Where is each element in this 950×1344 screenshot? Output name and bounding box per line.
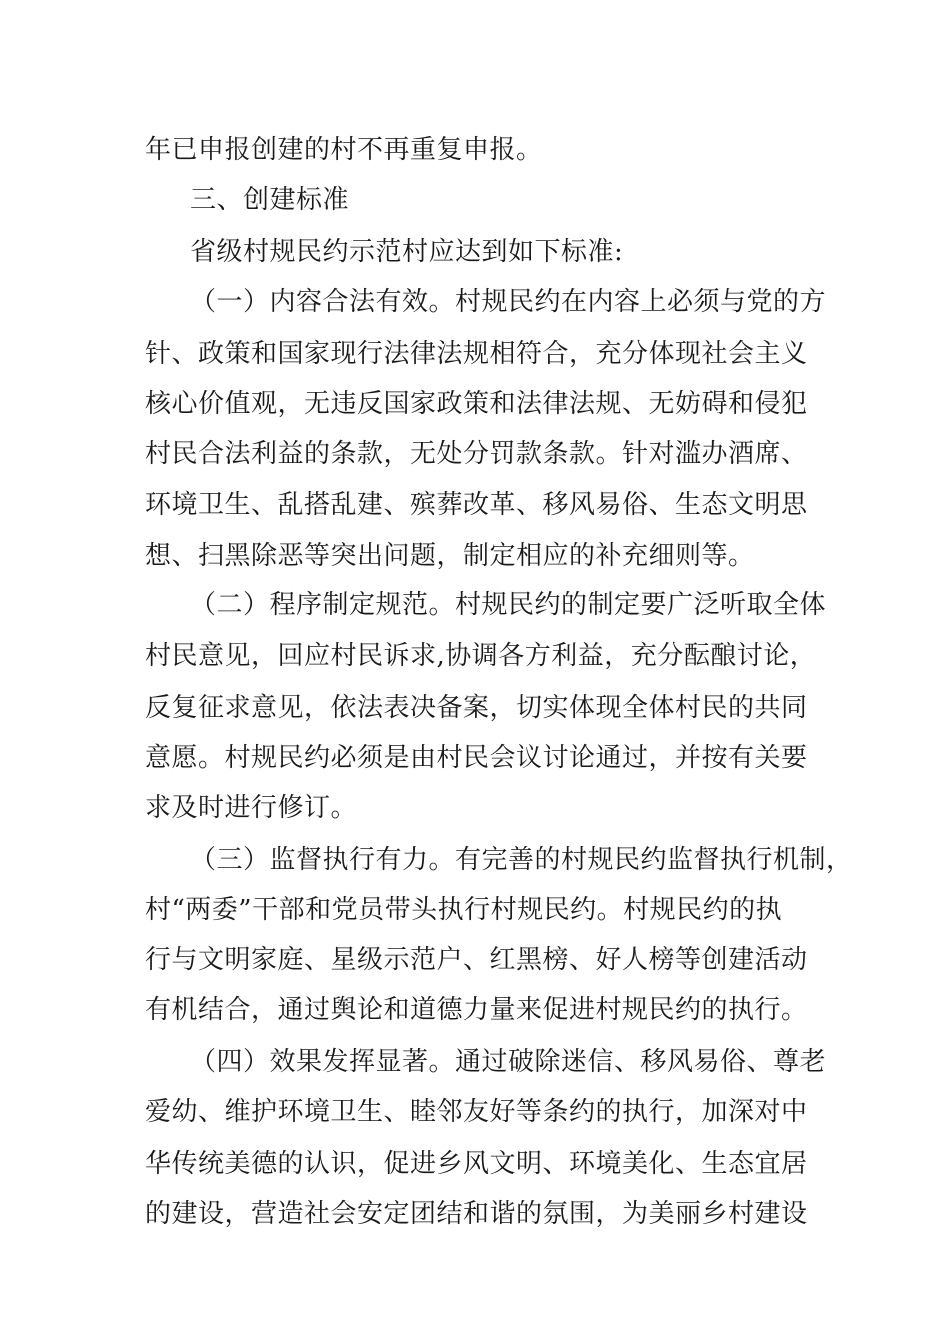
- paragraph-3-line: （三）监督执行有力。有完善的村规民约监督执行机制，: [190, 845, 853, 875]
- paragraph-1-line: 村民合法利益的条款，无处分罚款条款。针对滥办酒席、: [145, 439, 808, 469]
- paragraph-1-line: 环境卫生、乱搭乱建、殡葬改革、移风易俗、生态文明思: [145, 490, 808, 520]
- paragraph-2-line: 求及时进行修订。: [145, 793, 358, 823]
- text-line: 年已申报创建的村不再重复申报。: [145, 135, 543, 165]
- paragraph-2-line: 村民意见，回应村民诉求,协调各方利益，充分酝酿讨论，: [145, 641, 817, 671]
- paragraph-2-line: 反复征求意见，依法表决备案，切实体现全体村民的共同: [145, 693, 808, 723]
- paragraph-1-line: 针、政策和国家现行法律法规相符合，充分体现社会主义: [145, 339, 808, 369]
- section-heading: 三、创建标准: [190, 185, 350, 215]
- paragraph-1-line: （一）内容合法有效。村规民约在内容上必须与党的方: [190, 287, 827, 317]
- paragraph-2-line: （二）程序制定规范。村规民约的制定要广泛听取全体: [190, 590, 827, 620]
- paragraph-4-line: 爱幼、维护环境卫生、睦邻友好等条约的执行，加深对中: [145, 1097, 808, 1127]
- paragraph-1-line: 想、扫黑除恶等突出问题，制定相应的补充细则等。: [145, 541, 755, 571]
- paragraph-3-line: 行与文明家庭、星级示范户、红黑榜、好人榜等创建活动: [145, 945, 808, 975]
- paragraph-4-line: 的建设，营造社会安定团结和谐的氛围，为美丽乡村建设: [145, 1199, 808, 1229]
- paragraph-2-line: 意愿。村规民约必须是由村民会议讨论通过，并按有关要: [145, 743, 808, 773]
- paragraph-4-line: 华传统美德的认识，促进乡风文明、环境美化、生态宜居: [145, 1149, 808, 1179]
- paragraph-4-line: （四）效果发挥显著。通过破除迷信、移风易俗、尊老: [190, 1047, 827, 1077]
- paragraph-3-line: 有机结合，通过舆论和道德力量来促进村规民约的执行。: [145, 995, 808, 1025]
- paragraph-3-line: 村“两委”干部和党员带头执行村规民约。村规民约的执: [145, 895, 783, 925]
- text-line: 省级村规民约示范村应达到如下标准:: [190, 237, 624, 267]
- paragraph-1-line: 核心价值观，无违反国家政策和法律法规、无妨碍和侵犯: [145, 389, 808, 419]
